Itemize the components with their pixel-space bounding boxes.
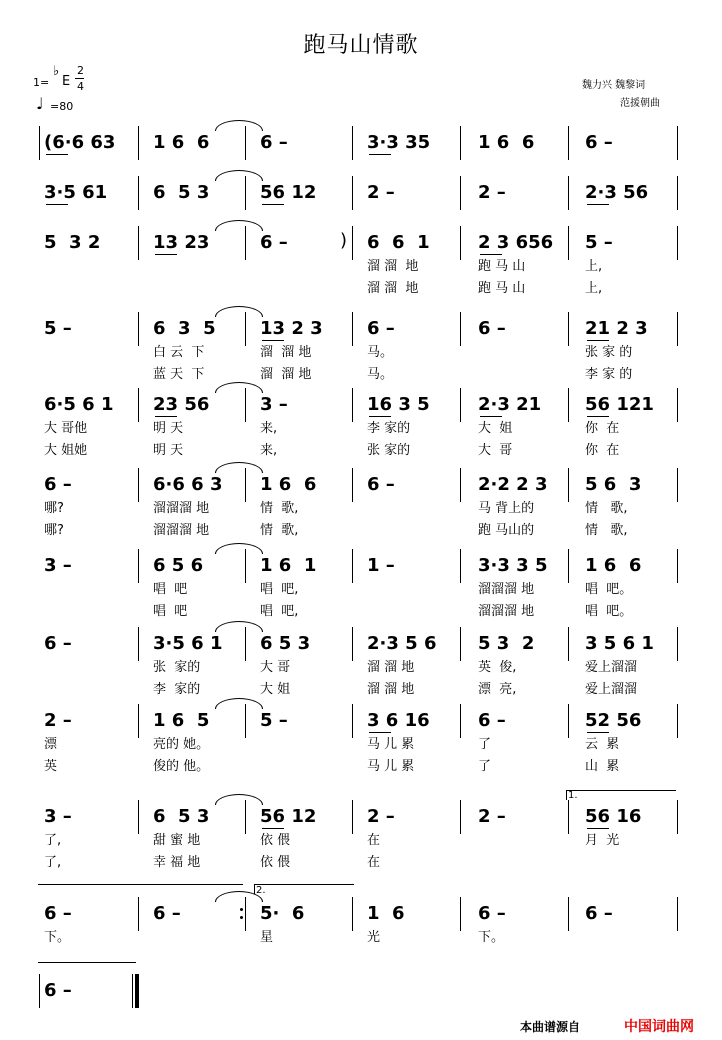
intro-close-paren: ) bbox=[340, 230, 348, 251]
slur-arc bbox=[215, 543, 263, 554]
beam-line bbox=[369, 154, 391, 155]
bar-line bbox=[568, 704, 569, 738]
bar-line bbox=[39, 974, 40, 1008]
lyric-syllable-group: 哪? bbox=[44, 523, 64, 538]
bar-line bbox=[677, 176, 678, 210]
bar-line bbox=[460, 627, 461, 661]
lyric-syllable-group: 溜 溜 地 bbox=[367, 259, 419, 274]
notation-measure: 6 – bbox=[44, 980, 72, 1001]
lyric-syllable-group: 情 歌, bbox=[585, 523, 628, 538]
bar-line bbox=[568, 897, 569, 931]
lyric-syllable-group: 大 哥他 bbox=[44, 421, 88, 436]
bar-line bbox=[352, 627, 353, 661]
bar-line bbox=[245, 468, 246, 502]
bar-line bbox=[352, 388, 353, 422]
notation-measure: 6 – bbox=[585, 903, 613, 924]
notation-measure: 23 56 bbox=[153, 394, 210, 415]
notation-measure: 6·5 6 1 bbox=[44, 394, 114, 415]
final-bar-thin bbox=[132, 974, 133, 1008]
notation-measure: 1 6 6 bbox=[153, 132, 210, 153]
notation-measure: 2 3 656 bbox=[478, 232, 554, 253]
bar-line bbox=[138, 468, 139, 502]
lyric-syllable-group: 溜 溜 地 bbox=[367, 682, 415, 697]
slur-arc bbox=[215, 120, 263, 131]
lyric-syllable-group: 来, bbox=[260, 443, 278, 458]
beam-line bbox=[262, 340, 284, 341]
bar-line bbox=[245, 627, 246, 661]
notation-measure: 2·3 21 bbox=[478, 394, 542, 415]
lyric-syllable-group: 张 家的 bbox=[153, 660, 201, 675]
bar-line bbox=[138, 126, 139, 160]
lyric-syllable-group: 情 歌, bbox=[260, 523, 299, 538]
volta-1-bracket bbox=[566, 790, 676, 791]
bar-line bbox=[677, 704, 678, 738]
lyric-syllable-group: 了, bbox=[44, 833, 62, 848]
beam-line bbox=[480, 416, 502, 417]
slur-arc bbox=[215, 794, 263, 805]
bar-line bbox=[138, 704, 139, 738]
song-title: 跑马山情歌 bbox=[303, 33, 419, 58]
notation-measure: 21 2 3 bbox=[585, 318, 648, 339]
lyric-syllable-group: 大 姐她 bbox=[44, 443, 88, 458]
lyric-syllable-group: 明 天 bbox=[153, 421, 184, 436]
lyric-syllable-group: 马。 bbox=[367, 367, 394, 382]
notation-measure: 6 5 3 bbox=[260, 633, 311, 654]
bar-line bbox=[245, 388, 246, 422]
lyric-syllable-group: 溜 溜 地 bbox=[367, 281, 419, 296]
bar-line bbox=[245, 126, 246, 160]
notation-measure: 6 5 3 bbox=[153, 182, 210, 203]
notation-measure: 56 121 bbox=[585, 394, 654, 415]
lyric-syllable-group: 溜溜溜 地 bbox=[478, 604, 535, 619]
bar-line bbox=[460, 897, 461, 931]
lyric-syllable-group: 你 在 bbox=[585, 443, 620, 458]
notation-measure: 2 – bbox=[44, 710, 72, 731]
lyric-syllable-group: 溜 溜 地 bbox=[260, 345, 312, 360]
beam-line bbox=[155, 254, 177, 255]
notation-measure: 6·6 6 3 bbox=[153, 474, 223, 495]
lyric-syllable-group: 李 家的 bbox=[367, 421, 411, 436]
notation-measure: 3 – bbox=[44, 806, 72, 827]
lyric-syllable-group: 月 光 bbox=[585, 833, 620, 848]
lyric-syllable-group: 大 姐 bbox=[478, 421, 513, 436]
lyric-syllable-group: 唱 吧, bbox=[260, 582, 299, 597]
bar-line bbox=[677, 126, 678, 160]
bar-line bbox=[352, 704, 353, 738]
lyric-syllable-group: 了, bbox=[44, 855, 62, 870]
notation-measure: 6 – bbox=[44, 903, 72, 924]
notation-measure: 5 – bbox=[44, 318, 72, 339]
lyric-syllable-group: 了 bbox=[478, 759, 492, 774]
notation-measure: 2 – bbox=[367, 806, 395, 827]
time-signature-top: 2 bbox=[77, 64, 84, 77]
bar-line bbox=[138, 800, 139, 834]
bar-line bbox=[460, 549, 461, 583]
notation-measure: 2·3 5 6 bbox=[367, 633, 437, 654]
bar-line bbox=[460, 468, 461, 502]
notation-measure: 2·2 2 3 bbox=[478, 474, 548, 495]
beam-line bbox=[46, 204, 68, 205]
lyric-syllable-group: 大 哥 bbox=[260, 660, 291, 675]
lyric-syllable-group: 甜 蜜 地 bbox=[153, 833, 201, 848]
notation-measure: 6 – bbox=[478, 318, 506, 339]
lyric-syllable-group: 溜溜溜 地 bbox=[153, 523, 210, 538]
bar-line bbox=[677, 226, 678, 260]
lyric-syllable-group: 亮的 她。 bbox=[153, 737, 210, 752]
notation-measure: 1 6 5 bbox=[153, 710, 210, 731]
bar-line bbox=[568, 549, 569, 583]
notation-measure: 6 6 1 bbox=[367, 232, 430, 253]
notation-measure: 5 3 2 bbox=[478, 633, 535, 654]
lyric-syllable-group: 唱 吧 bbox=[153, 582, 188, 597]
bar-line bbox=[677, 388, 678, 422]
notation-measure: 5 6 3 bbox=[585, 474, 642, 495]
lyric-syllable-group: 漂 bbox=[44, 737, 58, 752]
bar-line bbox=[460, 176, 461, 210]
bar-line bbox=[138, 226, 139, 260]
bar-line bbox=[138, 897, 139, 931]
bar-line bbox=[460, 388, 461, 422]
notation-measure: 56 16 bbox=[585, 806, 642, 827]
lyric-syllable-group: 云 累 bbox=[585, 737, 620, 752]
bar-line bbox=[677, 468, 678, 502]
bar-line bbox=[245, 800, 246, 834]
key-letter: E bbox=[62, 74, 71, 89]
lyric-syllable-group: 唱 吧。 bbox=[585, 582, 633, 597]
footer-site-name: 中国词曲网 bbox=[624, 1019, 694, 1035]
notation-measure: 5 3 2 bbox=[44, 232, 101, 253]
notation-measure: 6 – bbox=[44, 474, 72, 495]
lyric-syllable-group: 俊的 他。 bbox=[153, 759, 210, 774]
lyric-syllable-group: 依 偎 bbox=[260, 833, 291, 848]
notation-measure: 6 – bbox=[260, 132, 288, 153]
lyric-syllable-group: 唱 吧。 bbox=[585, 604, 633, 619]
slur-arc bbox=[215, 698, 263, 709]
notation-measure: 2 – bbox=[478, 806, 506, 827]
lyric-syllable-group: 英 俊, bbox=[478, 660, 517, 675]
lyric-syllable-group: 明 天 bbox=[153, 443, 184, 458]
lyric-syllable-group: 唱 吧 bbox=[153, 604, 188, 619]
lyric-syllable-group: 蓝 天 下 bbox=[153, 367, 205, 382]
bar-line bbox=[677, 800, 678, 834]
notation-measure: 6 5 6 bbox=[153, 555, 204, 576]
bar-line bbox=[352, 176, 353, 210]
notation-measure: 6 – bbox=[478, 710, 506, 731]
notation-measure: 5 – bbox=[260, 710, 288, 731]
tempo-value: =80 bbox=[50, 100, 74, 113]
bar-line bbox=[245, 226, 246, 260]
time-signature-bottom: 4 bbox=[77, 80, 84, 93]
bar-line bbox=[352, 468, 353, 502]
bar-line bbox=[138, 388, 139, 422]
lyric-syllable-group: 溜 溜 地 bbox=[367, 660, 415, 675]
lyric-syllable-group: 爱上溜溜 bbox=[585, 682, 638, 697]
bar-line bbox=[677, 627, 678, 661]
beam-line bbox=[369, 732, 391, 733]
volta-2-label: 2. bbox=[256, 885, 266, 896]
lyric-syllable-group: 在 bbox=[367, 855, 381, 870]
lyric-syllable-group: 上, bbox=[585, 281, 603, 296]
bar-line bbox=[352, 549, 353, 583]
lyric-syllable-group: 溜溜溜 地 bbox=[153, 501, 210, 516]
notation-measure: 3 – bbox=[44, 555, 72, 576]
lyric-syllable-group: 光 bbox=[367, 930, 381, 945]
bar-line bbox=[138, 176, 139, 210]
slur-arc bbox=[215, 621, 263, 632]
tie-line bbox=[38, 962, 136, 963]
bar-line bbox=[568, 800, 569, 834]
tempo-note-icon: ♩ bbox=[36, 94, 44, 113]
notation-measure: 6 3 5 bbox=[153, 318, 216, 339]
beam-line bbox=[587, 732, 609, 733]
bar-line bbox=[245, 312, 246, 346]
bar-line bbox=[460, 800, 461, 834]
lyric-syllable-group: 马 背上的 bbox=[478, 501, 535, 516]
beam-line bbox=[155, 416, 177, 417]
notation-measure: 3·3 3 5 bbox=[478, 555, 548, 576]
repeat-dot bbox=[240, 916, 243, 919]
bar-line bbox=[352, 126, 353, 160]
notation-measure: 3·5 6 1 bbox=[153, 633, 223, 654]
notation-measure: 3 5 6 1 bbox=[585, 633, 654, 654]
notation-measure: 6 – bbox=[44, 633, 72, 654]
bar-line bbox=[138, 627, 139, 661]
notation-measure: 3 6 16 bbox=[367, 710, 430, 731]
lyric-syllable-group: 英 bbox=[44, 759, 58, 774]
lyric-syllable-group: 星 bbox=[260, 930, 274, 945]
beam-line bbox=[46, 154, 68, 155]
volta-1-bracket-cont bbox=[38, 884, 243, 885]
beam-line bbox=[262, 828, 284, 829]
notation-measure: 2 – bbox=[478, 182, 506, 203]
beam-line bbox=[587, 204, 609, 205]
notation-measure: 1 6 bbox=[367, 903, 405, 924]
lyric-syllable-group: 跑 马 山 bbox=[478, 281, 526, 296]
bar-line bbox=[352, 800, 353, 834]
notation-measure: 2 – bbox=[367, 182, 395, 203]
lyric-syllable-group: 哪? bbox=[44, 501, 64, 516]
bar-line bbox=[460, 312, 461, 346]
slur-arc bbox=[215, 220, 263, 231]
lyricist-credit: 魏力兴 魏黎词 bbox=[582, 80, 646, 91]
bar-line bbox=[460, 226, 461, 260]
bar-line bbox=[568, 176, 569, 210]
footer-source-label: 本曲谱源自 bbox=[520, 1020, 581, 1034]
lyric-syllable-group: 溜 溜 地 bbox=[260, 367, 312, 382]
bar-line bbox=[677, 312, 678, 346]
notation-measure: 1 6 6 bbox=[478, 132, 535, 153]
lyric-syllable-group: 马。 bbox=[367, 345, 394, 360]
beam-line bbox=[480, 254, 502, 255]
notation-measure: 1 6 6 bbox=[585, 555, 642, 576]
bar-line bbox=[460, 704, 461, 738]
notation-measure: 3·5 61 bbox=[44, 182, 108, 203]
key-prefix: 1= bbox=[33, 76, 50, 89]
slur-arc bbox=[215, 462, 263, 473]
notation-measure: 6 – bbox=[367, 318, 395, 339]
bar-line bbox=[138, 312, 139, 346]
beam-line bbox=[587, 340, 609, 341]
bar-line bbox=[568, 226, 569, 260]
notation-measure: 1 6 6 bbox=[260, 474, 317, 495]
notation-measure: 56 12 bbox=[260, 806, 317, 827]
notation-measure: (6·6 63 bbox=[44, 132, 116, 153]
beam-line bbox=[369, 416, 391, 417]
lyric-syllable-group: 漂 亮, bbox=[478, 682, 517, 697]
volta-1-label: 1. bbox=[568, 790, 578, 801]
lyric-syllable-group: 李 家 的 bbox=[585, 367, 633, 382]
volta-2-bracket bbox=[254, 884, 354, 885]
lyric-syllable-group: 跑 马 山 bbox=[478, 259, 526, 274]
beam-line bbox=[587, 828, 609, 829]
notation-measure: 6 – bbox=[260, 232, 288, 253]
bar-line bbox=[568, 126, 569, 160]
volta-1-hook bbox=[566, 790, 567, 800]
lyric-syllable-group: 张 家 的 bbox=[585, 345, 633, 360]
notation-measure: 6 – bbox=[585, 132, 613, 153]
notation-measure: 13 23 bbox=[153, 232, 210, 253]
notation-measure: 16 3 5 bbox=[367, 394, 430, 415]
bar-line bbox=[245, 549, 246, 583]
beam-line bbox=[262, 204, 284, 205]
final-bar-thick bbox=[135, 974, 138, 1008]
lyric-syllable-group: 在 bbox=[367, 833, 381, 848]
bar-line bbox=[39, 126, 40, 160]
bar-line bbox=[568, 312, 569, 346]
bar-line bbox=[352, 897, 353, 931]
volta-2-hook bbox=[254, 884, 255, 894]
bar-line bbox=[245, 704, 246, 738]
flat-sign: ♭ bbox=[53, 64, 60, 79]
slur-arc bbox=[215, 306, 263, 317]
lyric-syllable-group: 张 家的 bbox=[367, 443, 411, 458]
composer-credit: 范援朝曲 bbox=[620, 98, 660, 109]
lyric-syllable-group: 李 家的 bbox=[153, 682, 201, 697]
notation-measure: 6 – bbox=[153, 903, 181, 924]
lyric-syllable-group: 下。 bbox=[478, 930, 505, 945]
lyric-syllable-group: 马 儿 累 bbox=[367, 759, 415, 774]
bar-line bbox=[245, 897, 246, 931]
lyric-syllable-group: 上, bbox=[585, 259, 603, 274]
slur-arc bbox=[215, 170, 263, 181]
lyric-syllable-group: 白 云 下 bbox=[153, 345, 205, 360]
notation-measure: 52 56 bbox=[585, 710, 642, 731]
lyric-syllable-group: 来, bbox=[260, 421, 278, 436]
notation-measure: 3·3 35 bbox=[367, 132, 431, 153]
lyric-syllable-group: 马 儿 累 bbox=[367, 737, 415, 752]
lyric-syllable-group: 下。 bbox=[44, 930, 71, 945]
bar-line bbox=[677, 897, 678, 931]
lyric-syllable-group: 唱 吧, bbox=[260, 604, 299, 619]
notation-measure: 56 12 bbox=[260, 182, 317, 203]
notation-measure: 3 – bbox=[260, 394, 288, 415]
notation-measure: 13 2 3 bbox=[260, 318, 323, 339]
notation-measure: 1 6 1 bbox=[260, 555, 317, 576]
slur-arc bbox=[215, 382, 263, 393]
notation-measure: 6 5 3 bbox=[153, 806, 210, 827]
bar-line bbox=[568, 627, 569, 661]
lyric-syllable-group: 大 姐 bbox=[260, 682, 291, 697]
bar-line bbox=[352, 226, 353, 260]
lyric-syllable-group: 幸 福 地 bbox=[153, 855, 201, 870]
bar-line bbox=[138, 974, 139, 1008]
bar-line bbox=[568, 468, 569, 502]
bar-line bbox=[138, 549, 139, 583]
lyric-syllable-group: 大 哥 bbox=[478, 443, 513, 458]
notation-measure: 6 – bbox=[478, 903, 506, 924]
notation-measure: 6 – bbox=[367, 474, 395, 495]
bar-line bbox=[568, 388, 569, 422]
lyric-syllable-group: 依 偎 bbox=[260, 855, 291, 870]
lyric-syllable-group: 情 歌, bbox=[260, 501, 299, 516]
notation-measure: 1 – bbox=[367, 555, 395, 576]
beam-line bbox=[587, 416, 609, 417]
notation-measure: 2·3 56 bbox=[585, 182, 649, 203]
lyric-syllable-group: 溜溜溜 地 bbox=[478, 582, 535, 597]
bar-line bbox=[245, 176, 246, 210]
bar-line bbox=[352, 312, 353, 346]
bar-line bbox=[677, 549, 678, 583]
repeat-dot bbox=[240, 908, 243, 911]
lyric-syllable-group: 情 歌, bbox=[585, 501, 628, 516]
lyric-syllable-group: 你 在 bbox=[585, 421, 620, 436]
lyric-syllable-group: 山 累 bbox=[585, 759, 620, 774]
lyric-syllable-group: 跑 马山的 bbox=[478, 523, 535, 538]
notation-measure: 5· 6 bbox=[260, 903, 305, 924]
bar-line bbox=[460, 126, 461, 160]
notation-measure: 5 – bbox=[585, 232, 613, 253]
lyric-syllable-group: 了 bbox=[478, 737, 492, 752]
lyric-syllable-group: 爱上溜溜 bbox=[585, 660, 638, 675]
